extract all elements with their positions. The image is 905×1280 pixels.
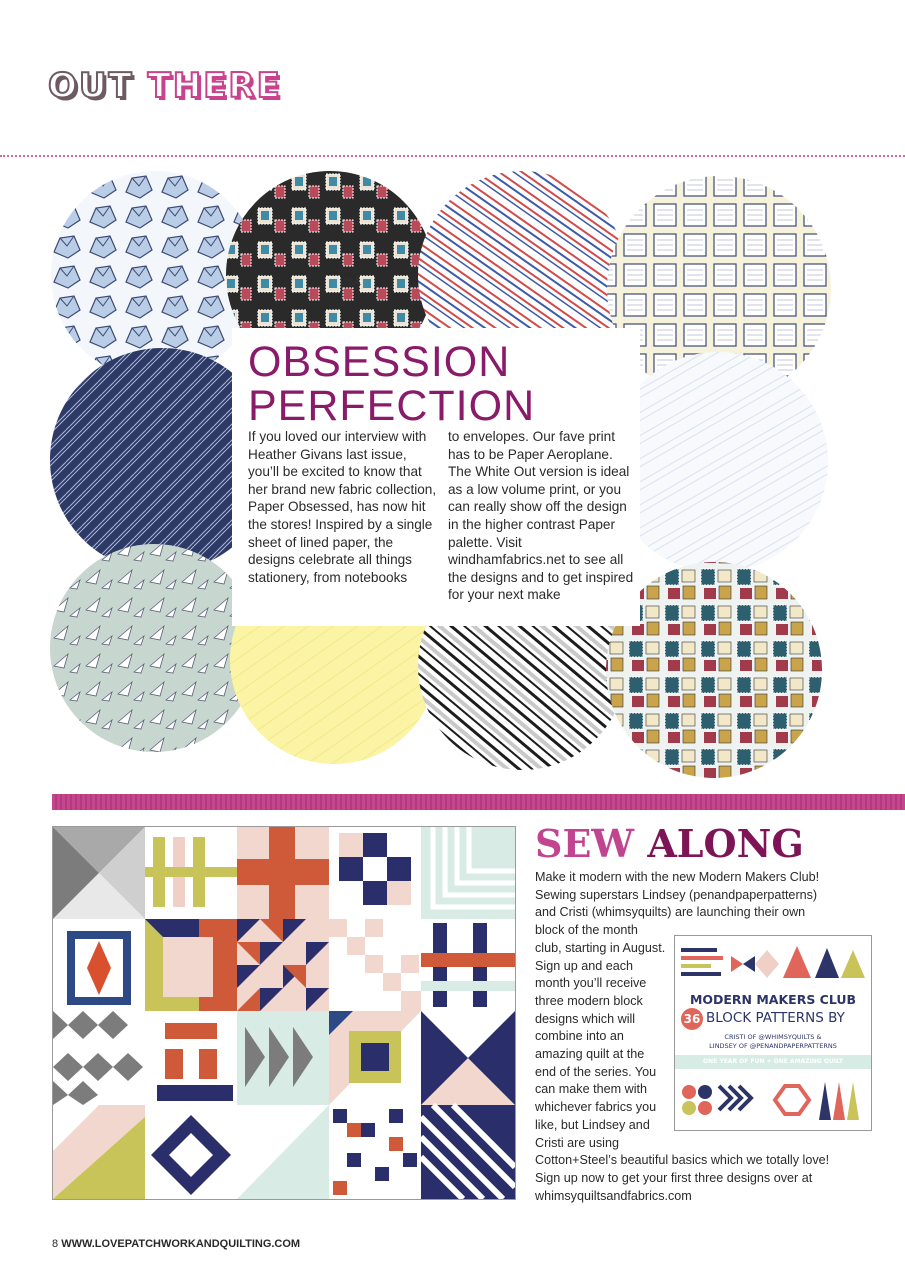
page-footer: [52, 1238, 300, 1250]
sew-along-title: [535, 822, 804, 866]
section-title-word2: THERE: [147, 66, 282, 106]
feature-title-line1: OBSESSION: [248, 338, 511, 386]
ad-title: MODERN MAKERS CLUB: [689, 992, 857, 1007]
footer-url[interactable]: WWW.LOVEPATCHWORKANDQUILTING.COM: [61, 1238, 301, 1250]
sew-along-text-middle: block of the month club, starting in August. Sign up and each month you’ll receive three modern block designs which will combine into an amazing quilt at the end of the series. You can make them with whichever fabrics you like, but Lindsey and Cristi are using: [535, 923, 666, 1150]
sew-along-text-intro: Make it modern with the new Modern Makers Club! Sewing superstars Lindsey (penandpaperpatterns) and Cristi (whimsyquilts) are launching their own: [535, 870, 820, 920]
sew-along-title-word1: SEW: [535, 821, 635, 866]
ad-subtitle: BLOCK PATTERNS BY: [706, 1010, 845, 1026]
feature-title-line2: PERFECTION: [248, 382, 536, 430]
pink-divider-bar: [52, 794, 905, 810]
feature-column-1: If you loved our interview with Heather Givans last issue, you’ll be excited to know that her brand new fabric collection, Paper Obsessed, has now hit the stores! Inspired by a single sheet of lined paper, the designs celebrate all things stationery, from notebooks: [248, 429, 437, 585]
dotted-divider: [0, 155, 905, 157]
usa-stamp-label: USA: [340, 277, 361, 288]
feature-article: [232, 328, 640, 626]
feature-column-2: to envelopes. Our fave print has to be Paper Aeroplane. The White Out version is ideal as a low volume print, or you can really show off the design in the higher contrast Paper palette. Visit windhamfabrics.net to see all the designs and to get inspired for your next make: [448, 429, 634, 603]
page-number: 8: [52, 1238, 59, 1250]
modern-makers-club-ad: [674, 935, 872, 1131]
ad-number-badge: 36: [681, 1008, 703, 1030]
feature-title: [248, 340, 535, 428]
section-title: [48, 66, 282, 106]
sew-along-title-word2: ALONG: [647, 821, 804, 866]
ad-tagline: ONE YEAR OF FUN + ONE AMAZING QUILT: [675, 1055, 871, 1069]
sew-along-text-end: Cotton+Steel’s beautiful basics which we totally love! Sign up now to get your first three designs over at whimsyquiltsandfabrics.com: [535, 1153, 830, 1203]
ad-credit: CRISTI OF @WHIMSYQUILTS & LINDSEY OF @PENANDPAPERPATTERNS: [709, 1033, 837, 1050]
section-title-word1: OUT: [48, 66, 134, 106]
quilt-illustration: [52, 826, 516, 1200]
